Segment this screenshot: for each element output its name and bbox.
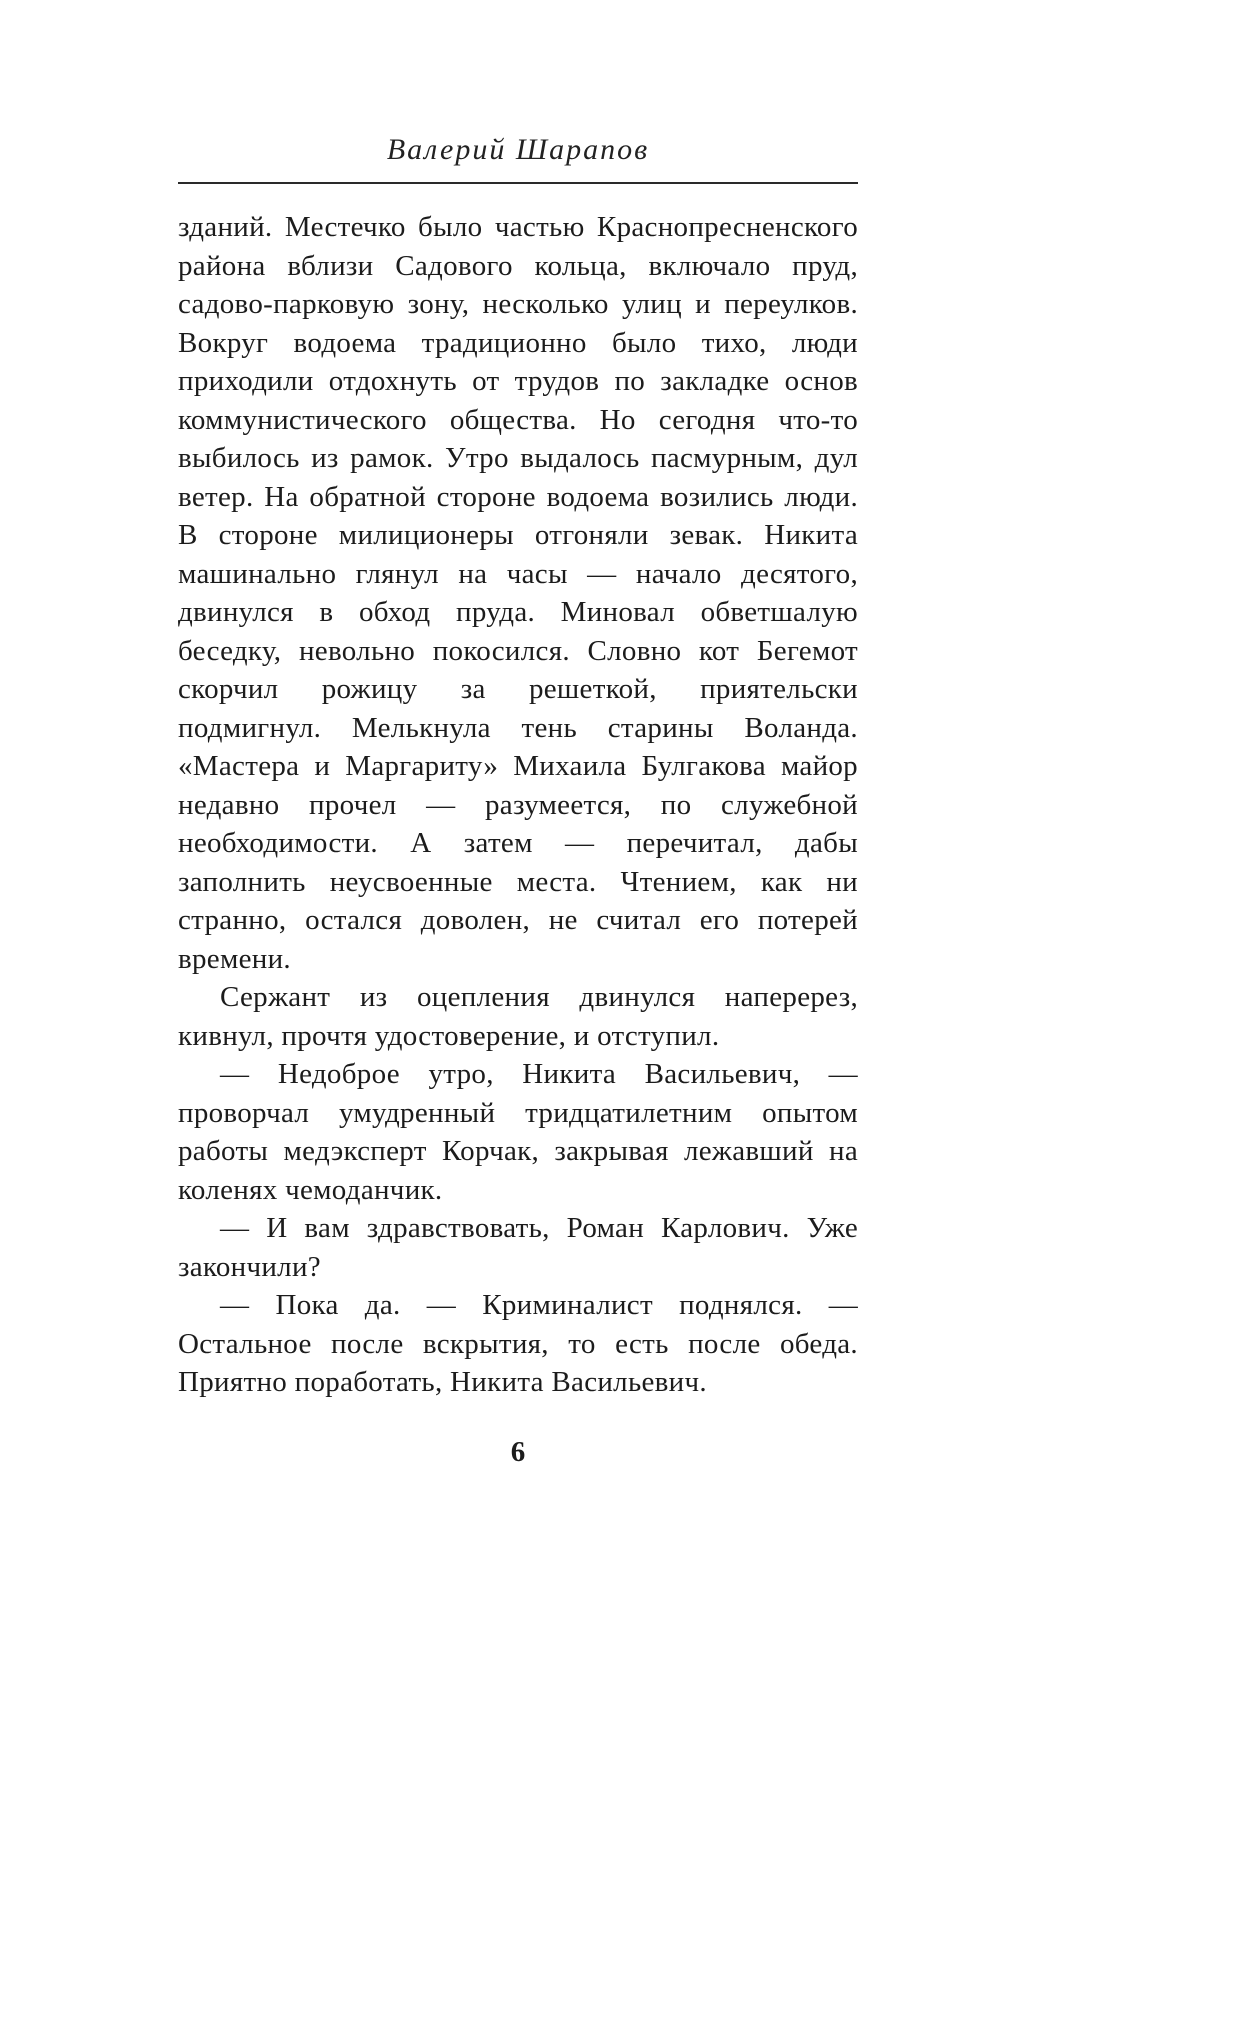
author-name: Валерий Шарапов	[386, 133, 650, 166]
body-text	[178, 208, 858, 1402]
paragraph: — Недоброе утро, Никита Васильевич, — проворчал умудренный тридцатилетним опытом работы медэксперт Корчак, закрывая лежавший на коленях чемоданчик.	[178, 1058, 858, 1206]
header-rule	[178, 182, 858, 184]
paragraph: Сержант из оцепления двинулся наперерез, кивнул, прочтя удостоверение, и отступил.	[178, 981, 858, 1052]
paragraph: зданий. Местечко было частью Краснопресненского района вблизи Садового кольца, включало пруд, садово-парковую зону, несколько улиц и переулков. Вокруг водоема традиционно было тихо, люди приходили отдохнуть от трудов по закладке основ коммунистического общества. Но сегодня что-то выбилось из рамок. Утро выдалось пасмурным, дул ветер. На обратной стороне водоема возились люди. В стороне милиционеры отгоняли зевак. Никита машинально глянул на часы — начало десятого, двинулся в обход пруда. Миновал обветшалую беседку, невольно покосился. Словно кот Бегемот скорчил рожицу за решеткой, приятельски подмигнул. Мелькнула тень старины Воланда. «Мастера и Маргариту» Михаила Булгакова майор недавно прочел — разумеется, по служебной необходимости. А затем — перечитал, дабы заполнить неусвоенные места. Чтением, как ни странно, остался доволен, не считал его потерей времени.	[178, 211, 858, 975]
paragraph: — Пока да. — Криминалист поднялся. — Остальное после вскрытия, то есть после обеда. Приятно поработать, Никита Васильевич.	[178, 1289, 858, 1398]
running-head	[178, 0, 858, 184]
paragraph: — И вам здравствовать, Роман Карлович. Уже закончили?	[178, 1212, 858, 1283]
page-content	[178, 0, 858, 1469]
page-number: 6	[510, 1435, 526, 1468]
page-footer	[178, 1436, 858, 1469]
